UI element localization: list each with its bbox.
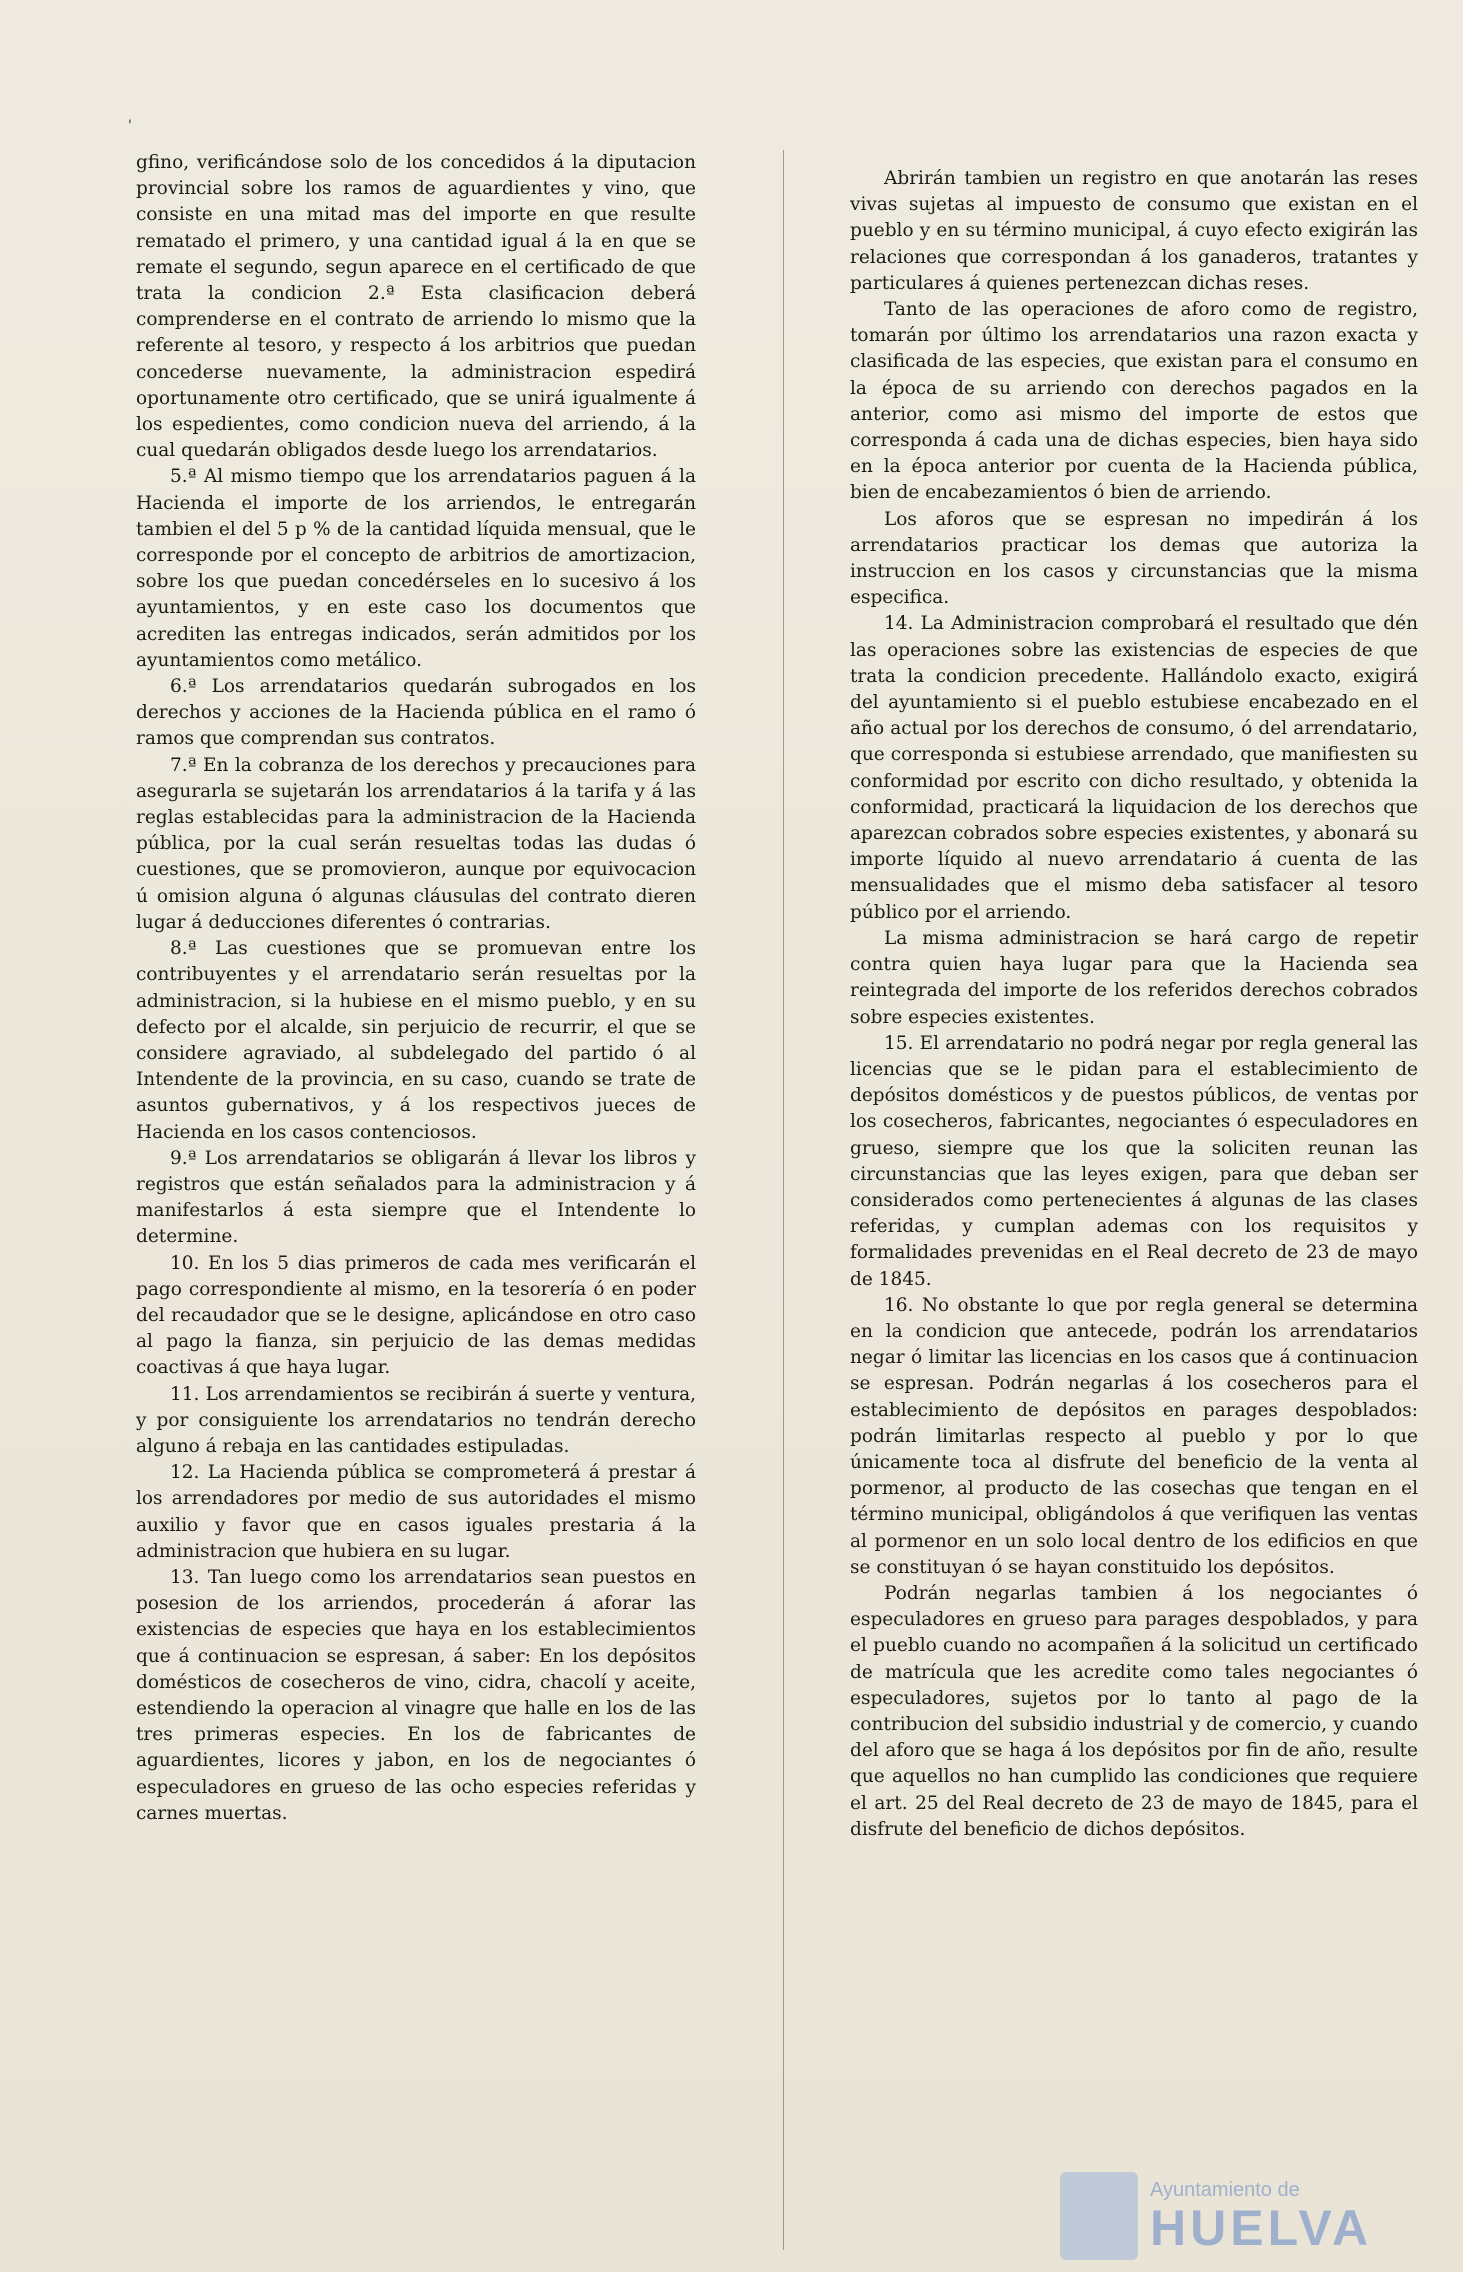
paragraph: 6.ª Los arrendatarios quedarán subrogados en los derechos y acciones de la Hacienda pública en el ramo ó ramos que comprendan sus contratos. <box>136 676 696 750</box>
paragraph: La misma administracion se hará cargo de repetir contra quien haya lugar para que la Hacienda sea reintegrada del importe de los referidos derechos cobrados sobre especies existentes. <box>850 927 1418 1028</box>
paragraph: 13. Tan luego como los arrendatarios sean puestos en posesion de los arriendos, procederán á aforar las existencias de especies que haya en los establecimientos que á continuacion se espresan, á saber: En los depósitos domésticos de cosecheros de vino, cidra, chacolí y aceite, estendiendo la operacion al vinagre que halle en los de las tres primeras especies. En los de fabricantes de aguardientes, licores y jabon, en los de negociantes ó especuladores en grueso de las ocho especies referidas y carnes muertas. <box>136 1566 696 1824</box>
paragraph: 7.ª En la cobranza de los derechos y precauciones para asegurarla se sujetarán los arrendatarios á la tarifa y á las reglas establecidas para la administracion de la Hacienda pública, por la cual serán resueltas todas las dudas ó cuestiones, que se promovieron, aunque por equivocacion ú omision alguna ó algunas cláusulas del contrato dieren lugar á deducciones diferentes ó contrarias. <box>136 754 696 933</box>
paragraph: gfino, verificándose solo de los concedidos á la diputacion provincial sobre los ramos de aguardientes y vino, que consiste en una mitad mas del importe en que resulte rematado el primero, y una cantidad igual á la en que se remate el segundo, segun aparece en el certificado de que trata la condicion 2.ª Esta clasificacion deberá comprenderse en el contrato de arriendo lo mismo que la referente al tesoro, y respecto á los arbitrios que puedan concederse nuevamente, la administracion espedirá oportunamente otro certificado, que se unirá igualmente á los espedientes, como condicion nueva del arriendo, á la cual quedarán obligados desde luego los arrendatarios. <box>136 152 696 462</box>
paragraph: 5.ª Al mismo tiempo que los arrendatarios paguen á la Hacienda el importe de los arriendos, le entregarán tambien el del 5 p % de la cantidad líquida mensual, que le corresponde por el concepto de arbitrios de amortizacion, sobre los que puedan concedérseles en lo sucesivo á los ayuntamientos, y en este caso los documentos que acrediten las entregas indicados, serán admitidos por los ayuntamientos como metálico. <box>136 466 696 671</box>
city-seal-icon <box>1060 2172 1138 2260</box>
archive-watermark <box>1060 2170 1400 2262</box>
paragraph: Podrán negarlas tambien á los negociantes ó especuladores en grueso para parages despoblados, y para el pueblo cuando no acompañen á la solicitud un certificado de matrícula que les acredite como tales negociantes ó especuladores, sujetos por lo tanto al pago de la contribucion del subsidio industrial y de comercio, y cuando del aforo que se haga á los depósitos por fin de año, resulte que aquellos no han cumplido las condiciones que requiere el art. 25 del Real decreto de 23 de mayo de 1845, para el disfrute del beneficio de dichos depósitos. <box>850 1582 1418 1840</box>
paragraph: 14. La Administracion comprobará el resultado que dén las operaciones sobre las existencias de especies de que trata la condicion precedente. Hallándolo exacto, exigirá del ayuntamiento si el pueblo estubiese encabezado en el año actual por los derechos de consumo, ó del arrendatario, que corresponda si estubiese arrendado, que manifiesten su conformidad por escrito con dicho resultado, y obtenida la conformidad, practicará la liquidacion de los derechos que aparezcan cobrados sobre especies existentes, y abonará su importe líquido al nuevo arrendatario á cuenta de las mensualidades que el mismo deba satisfacer al tesoro público por el arriendo. <box>850 613 1418 923</box>
paragraph: 16. No obstante lo que por regla general se determina en la condicion que antecede, podrán los arrendatarios negar ó limitar las licencias en los casos que á continuacion se espresan. Podrán negarlas á los cosecheros para el establecimiento de depósitos en parages despoblados: podrán limitarlas respecto al pueblo y por lo que únicamente toca al disfrute del beneficio de la venta al pormenor, al producto de las cosechas que tengan en el término municipal, obligándolos á que verifiquen las ventas al pormenor en un solo local dentro de los edificios en que se constituyan ó se hayan constituido los depósitos. <box>850 1294 1418 1578</box>
corner-mark: ' <box>128 118 132 134</box>
watermark-text <box>1150 2178 1372 2254</box>
paragraph: 11. Los arrendamientos se recibirán á suerte y ventura, y por consiguiente los arrendatarios no tendrán derecho alguno á rebaja en las cantidades estipuladas. <box>136 1383 696 1457</box>
paragraph: Los aforos que se espresan no impedirán á los arrendatarios practicar los demas que autoriza la instruccion en los casos y circunstancias que la misma especifica. <box>850 508 1418 609</box>
paragraph: 15. El arrendatario no podrá negar por regla general las licencias que se le pidan para el establecimiento de depósitos domésticos y de puestos públicos, de ventas por los cosecheros, fabricantes, negociantes ó especuladores en grueso, siempre que los que la soliciten reunan las circunstancias que las leyes exigen, para que deban ser considerados como pertenecientes á algunas de las clases referidas, y cumplan ademas con los requisitos y formalidades prevenidas en el Real decreto de 23 de mayo de 1845. <box>850 1032 1418 1290</box>
column-divider <box>783 150 784 2250</box>
watermark-line-2: HUELVA <box>1150 2200 1373 2256</box>
paragraph: 12. La Hacienda pública se comprometerá á prestar á los arrendadores por medio de sus autoridades el mismo auxilio y favor que en casos iguales prestaria á la administracion que hubiera en su lugar. <box>136 1462 696 1562</box>
left-column <box>136 150 696 2212</box>
paragraph: 9.ª Los arrendatarios se obligarán á llevar los libros y registros que están señalados para la administracion y á manifestarlos á esta siempre que el Intendente lo determine. <box>136 1147 696 1248</box>
watermark-line-1: Ayuntamiento de <box>1150 2179 1300 2201</box>
right-column <box>850 166 1418 2212</box>
paragraph: Abrirán tambien un registro en que anotarán las reses vivas sujetas al impuesto de consumo que existan en el pueblo y en su término municipal, á cuyo efecto exigirán las relaciones que correspondan á los ganaderos, tratantes y particulares á quienes pertenezcan dichas reses. <box>850 168 1418 294</box>
paragraph: 8.ª Las cuestiones que se promuevan entre los contribuyentes y el arrendatario serán resueltas por la administracion, si la hubiese en el mismo pueblo, y en su defecto por el alcalde, sin perjuicio de recurrir, el que se considere agraviado, al subdelegado del partido ó al Intendente de la provincia, en su caso, cuando se trate de asuntos gubernativos, y á los respectivos jueces de Hacienda en los casos contenciosos. <box>136 938 696 1143</box>
paragraph: Tanto de las operaciones de aforo como de registro, tomarán por último los arrendatarios una razon exacta y clasificada de las especies, que existan para el consumo en la época de su arriendo con derechos pagados en la anterior, como asi mismo del importe de estos que corresponda á cada una de dichas especies, bien haya sido en la época anterior por cuenta de la Hacienda pública, bien de encabezamientos ó bien de arriendo. <box>850 299 1418 504</box>
paragraph: 10. En los 5 dias primeros de cada mes verificarán el pago correspondiente al mismo, en la tesorería ó en poder del recaudador que se le designe, aplicándose en otro caso al pago la fianza, sin perjuicio de las demas medidas coactivas á que haya lugar. <box>136 1252 696 1379</box>
